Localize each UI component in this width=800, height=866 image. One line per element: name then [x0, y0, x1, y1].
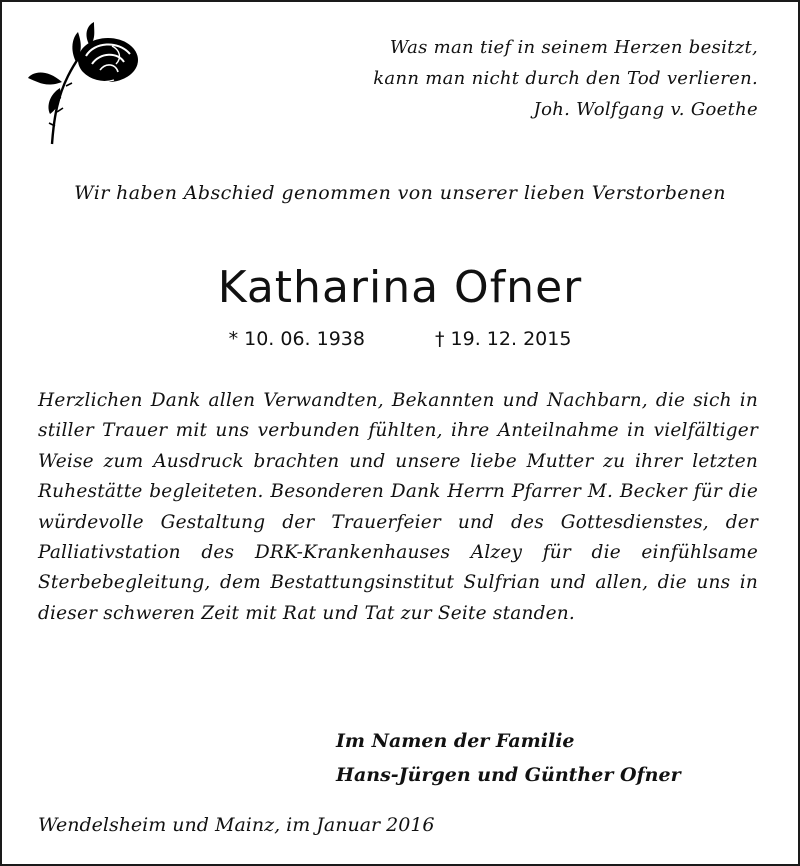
- rose-icon: [24, 16, 146, 148]
- signature-line-2: Hans-Jürgen und Günther Ofner: [336, 764, 681, 786]
- thanks-paragraph: Herzlichen Dank allen Verwandten, Bekannten und Nachbarn, die sich in stiller Trauer mit uns verbunden fühlten, ihre Anteilnahme in vielfältiger Weise zum Ausdruck brachten und unsere liebe Mutter zu ihrer letzten Ruhestätte begleiteten. Besonderen Dank Herrn Pfarrer M. Becker für die würdevolle Gestaltung der Trauerfeier und des Gottesdienstes, der Palliativstation des DRK-Krankenhauses Alzey für die einfühlsame Sterbebegleitung, dem Bestattungsinstitut Sulfrian und allen, die uns in dieser schweren Zeit mit Rat und Tat zur Seite standen.: [38, 390, 758, 624]
- quote-line-2: kann man nicht durch den Tod verlieren.: [373, 68, 758, 89]
- intro-line: Wir haben Abschied genommen von unserer lieben Verstorbenen: [74, 182, 726, 204]
- life-dates: [2, 328, 798, 350]
- family-signature: [336, 724, 681, 792]
- deceased-name: Katharina Ofner: [217, 262, 583, 313]
- goethe-quote: [373, 32, 758, 125]
- death-date: † 19. 12. 2015: [435, 328, 572, 350]
- signature-line-1: Im Namen der Familie: [336, 730, 575, 752]
- quote-author: Joh. Wolfgang v. Goethe: [533, 99, 758, 120]
- quote-line-1: Was man tief in seinem Herzen besitzt,: [389, 37, 758, 58]
- place-and-date: Wendelsheim und Mainz, im Januar 2016: [38, 814, 435, 836]
- birth-date: * 10. 06. 1938: [228, 328, 365, 350]
